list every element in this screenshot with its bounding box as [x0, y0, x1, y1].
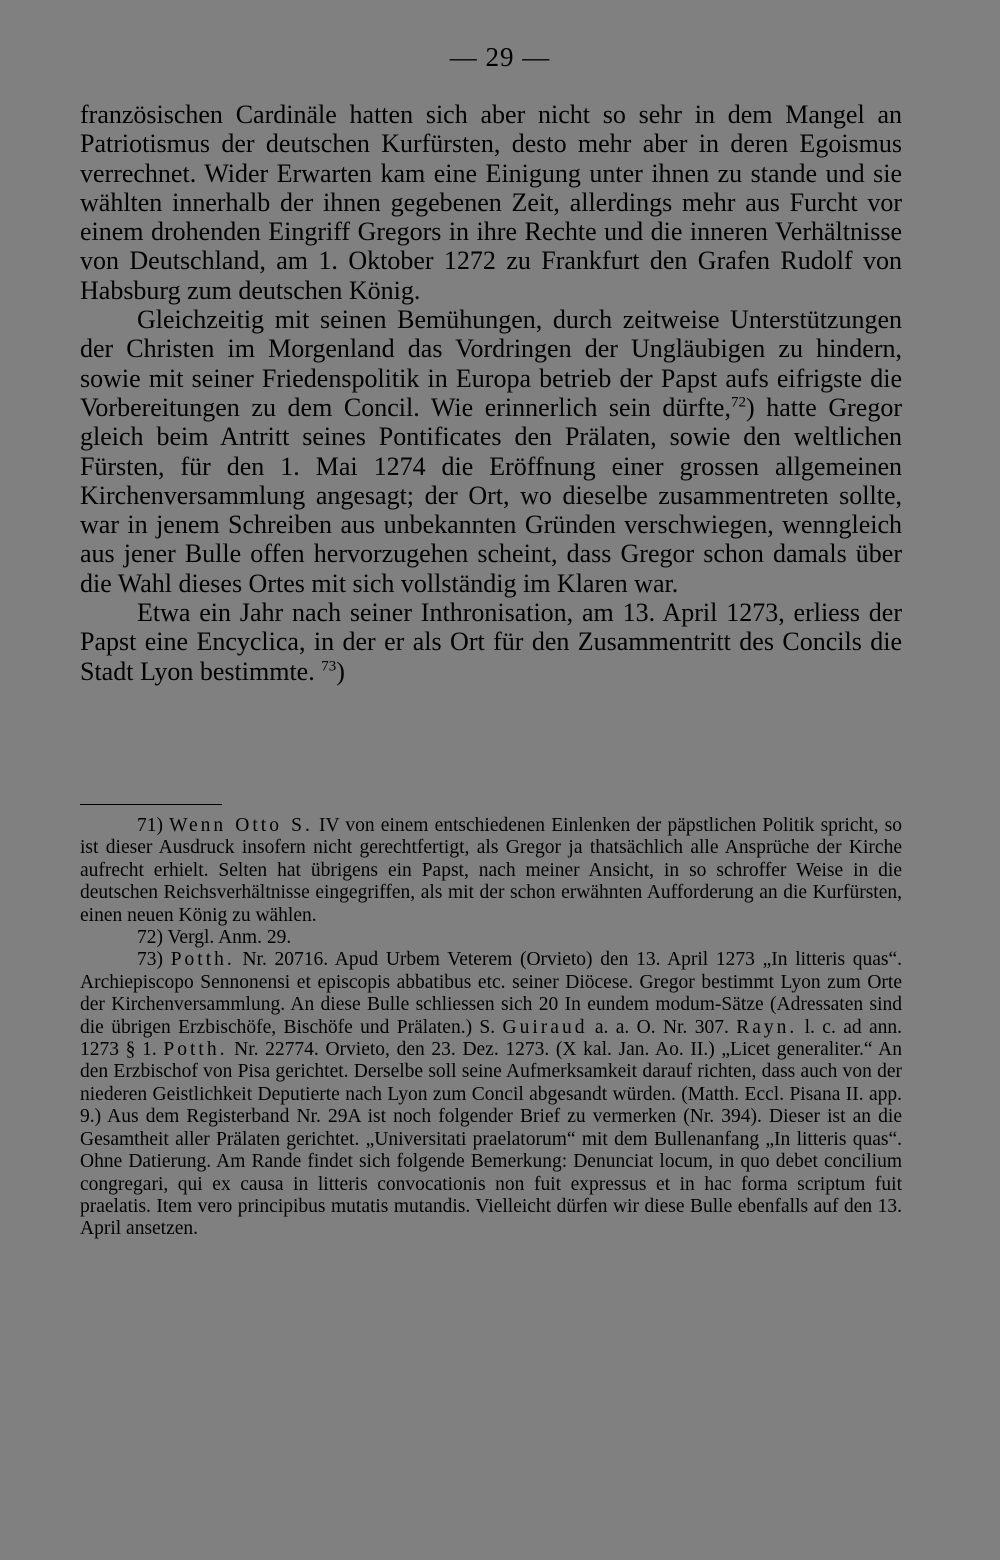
footnote-72 — [80, 927, 902, 949]
footnote-73-text-2: a. a. O. Nr. 307. — [594, 1016, 729, 1038]
paragraph-2 — [80, 305, 902, 598]
footnote-71-author: Wenn Otto S. — [169, 815, 313, 836]
footnote-73-marker: 73) — [137, 949, 163, 971]
page-number: — 29 — — [449, 42, 551, 72]
footnote-71 — [80, 815, 902, 927]
paragraph-2-text-b: ) hatte Gregor gleich beim Antritt seines Pontificates den Prälaten, sowie den weltlichen Fürsten, für den 1. Mai 1274 die Eröffnung einer grossen allgemeinen Kirchenversammlung angesagt; der Ort, wo dieselbe zusammentreten sollte, war in jenem Schreiben aus unbekannten Gründen verschwiegen, wenngleich aus jener Bulle offen hervorzugehen scheint, dass Gregor schon damals über die Wahl dieses Ortes mit sich vollständig im Klaren war. — [80, 392, 902, 598]
footnote-73 — [80, 949, 902, 1240]
footnote-73-text-3: l. c. ad ann. 1273 § 1. — [80, 1016, 903, 1061]
footnote-73-text-1: Nr. 20716. Apud Urbem Veterem (Orvieto) den 13. April 1273 „In litteris quas“. Archiepiscopo Sennonensi et episcopis abbatibus etc. seiner Diöcese. Gregor bestimmt Lyon zum Orte der Kirchenversammlung. An diese Bulle schliessen sich 20 In eundem modum-Sätze (Adressaten sind die übrigen Erzbischöfe, Bischöfe und Prälaten.) S. — [80, 949, 903, 1038]
footnote-73-source-3: Rayn. — [736, 1016, 798, 1038]
footnote-ref-73: 73 — [321, 657, 337, 674]
footnotes — [80, 815, 902, 1241]
paragraph-3-text-a: Etwa ein Jahr nach seiner Inthronisation, am 13. April 1273, erliess der Papst eine Encyclica, in der er als Ort für den Zusammentritt des Concils die Stadt Lyon bestimmte. — [80, 598, 902, 686]
paragraph-3 — [80, 598, 902, 686]
footnote-73-text-4: Nr. 22774. Orvieto, den 23. Dez. 1273. (X kal. Jan. Ao. II.) „Licet generaliter.“ An den Erzbischof von Pisa gerichtet. Derselbe soll seine Aufmerksamkeit darauf richten, dass auch von der niederen Geistlichkeit Deputierte nach Lyon zum Concil abgesandt würden. (Matth. Eccl. Pisana II. app. 9.) Aus dem Registerband Nr. 29A ist noch folgender Brief zu vermerken (Nr. 394). Dieser ist an die Gesamtheit aller Prälaten gerichtet. „Universitati praelatorum“ mit dem Bullenanfang „In litteris quas“. Ohne Datierung. Am Rande findet sich folgende Bemerkung: Denunciat locum, in quo debet concilium congregari, qui ex causa in litteris convocationis non fuit expressus et in hac forma scriptum fuit praelatis. Item vero principibus mutatis mutandis. Vielleicht dürfen wir diese Bulle ebenfalls auf den 13. April ansetzen. — [80, 1039, 903, 1240]
footnote-ref-72: 72 — [730, 394, 746, 411]
footnote-72-text: 72) Vergl. Anm. 29. — [137, 927, 292, 949]
footnote-71-text: IV von einem entschiedenen Einlenken der päpstlichen Politik spricht, so ist dieser Ausdruck insofern nicht gerechtfertigt, als Gregor ja thatsächlich alle Ansprüche der Kirche aufrecht erhielt. Selten hat übrigens ein Papst, nach meiner Ansicht, in so schroffer Weise in die deutschen Reichsverhältnisse eingegriffen, als mit der schon erwähnten Aufforderung an die Kurfürsten, einen neuen König zu wählen. — [80, 815, 903, 926]
footnote-71-marker: 71) — [137, 815, 163, 836]
footnote-73-source-1: Potth. — [170, 949, 235, 971]
main-text — [80, 100, 902, 686]
footnote-73-source-4: Potth. — [163, 1039, 228, 1061]
paragraph-1-text: französischen Cardinäle hatten sich aber nicht so sehr in dem Mangel an Patriotismus der deutschen Kurfürsten, desto mehr aber in deren Egoismus verrechnet. Wider Erwarten kam eine Einigung unter ihnen zu stande und sie wählten innerhalb der ihnen gegebenen Zeit, allerdings mehr aus Furcht vor einem drohenden Eingriff Gregors in ihre Rechte und die inneren Verhältnisse von Deutschland, am 1. Oktober 1272 zu Frankfurt den Grafen Rudolf von Habsburg zum deutschen König. — [80, 100, 902, 305]
footnote-73-source-2: Guiraud — [502, 1016, 588, 1038]
paragraph-2-text-a: Gleichzeitig mit seinen Bemühungen, durch zeitweise Unterstützungen der Christen im Morgenland das Vordringen der Ungläubigen zu hindern, sowie mit seiner Friedenspolitik in Europa betrieb der Papst aufs eifrigste die Vorbereitungen zu dem Concil. Wie erinnerlich sein dürfte, — [80, 305, 902, 422]
paragraph-3-text-b: ) — [336, 656, 345, 686]
footnote-separator — [80, 804, 222, 805]
paragraph-1 — [80, 100, 902, 305]
